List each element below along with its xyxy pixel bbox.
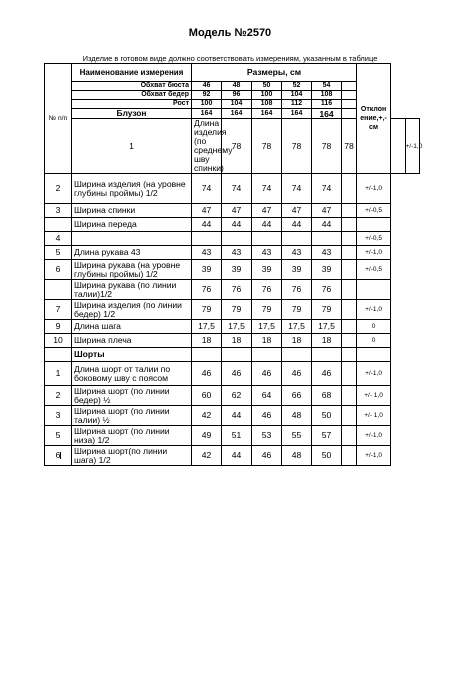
measurement-name: Ширина спинки xyxy=(72,204,192,218)
table-row xyxy=(45,232,420,246)
size-value: 46 xyxy=(222,362,252,386)
measurement-name: Длина шорт от талии по боковому шву с поясом xyxy=(72,362,192,386)
size-value: 46 xyxy=(252,446,282,466)
header-size-value: 48 xyxy=(222,82,252,91)
size-value: 39 xyxy=(282,260,312,280)
header-size-value: 164 xyxy=(282,109,312,119)
size-value: 68 xyxy=(312,386,342,406)
empty-cell xyxy=(357,348,391,362)
size-value: 79 xyxy=(312,300,342,320)
header-size-value: 116 xyxy=(312,100,342,109)
size-value: 42 xyxy=(192,406,222,426)
header-size-value: 100 xyxy=(252,91,282,100)
size-value: 17,5 xyxy=(252,320,282,334)
size-value: 76 xyxy=(192,280,222,300)
empty-cell xyxy=(342,386,357,406)
header-size-value: 104 xyxy=(282,91,312,100)
measurement-name: Ширина изделия (по линии бедер) 1/2 xyxy=(72,300,192,320)
header-size-value: 92 xyxy=(192,91,222,100)
measurement-name: Ширина шорт(по линии шага) 1/2 xyxy=(72,446,192,466)
measurement-name: Ширина рукава (на уровне глубины проймы) 1/2 xyxy=(72,260,192,280)
section-row-shorts xyxy=(45,348,420,362)
measurement-name: Ширина плеча xyxy=(72,334,192,348)
header-size-value: 164 xyxy=(312,109,342,119)
size-value: 39 xyxy=(312,260,342,280)
table-row xyxy=(45,334,420,348)
size-value: 50 xyxy=(312,446,342,466)
row-number: 10 xyxy=(45,334,72,348)
size-value: 18 xyxy=(222,334,252,348)
table-row xyxy=(45,204,420,218)
measurement-name: Ширина шорт (по линии низа) 1/2 xyxy=(72,426,192,446)
empty-cell xyxy=(342,426,357,446)
table-row xyxy=(45,406,420,426)
size-value: 51 xyxy=(222,426,252,446)
deviation-value: 0 xyxy=(357,320,391,334)
size-value: 47 xyxy=(282,204,312,218)
size-value: 74 xyxy=(192,174,222,204)
size-value: 18 xyxy=(282,334,312,348)
empty-cell xyxy=(342,280,357,300)
size-value: 74 xyxy=(282,174,312,204)
measurement-name: Длина изделия (по среднему шву спинки) xyxy=(192,119,222,174)
header-size-value: 164 xyxy=(192,109,222,119)
size-value: 17,5 xyxy=(312,320,342,334)
empty-cell xyxy=(342,320,357,334)
column-header-no: № п/п xyxy=(45,64,72,174)
row-number xyxy=(45,218,72,232)
size-value: 39 xyxy=(222,260,252,280)
deviation-value: +/-1,0 xyxy=(357,446,391,466)
section-label-blouse: Блузон xyxy=(72,109,192,119)
empty-cell xyxy=(342,334,357,348)
header-size-value: 104 xyxy=(222,100,252,109)
header-size-value: 46 xyxy=(192,82,222,91)
empty-cell xyxy=(391,119,405,174)
empty-cell xyxy=(312,348,342,362)
empty-cell xyxy=(342,174,357,204)
size-value: 44 xyxy=(222,218,252,232)
empty-cell xyxy=(342,406,357,426)
empty-cell xyxy=(342,362,357,386)
row-number: 1 xyxy=(45,362,72,386)
size-value: 66 xyxy=(282,386,312,406)
table-row xyxy=(45,218,420,232)
deviation-value: +/-1,0 xyxy=(405,119,419,174)
row-number: 3 xyxy=(45,204,72,218)
row-number xyxy=(45,280,72,300)
measurement-name: Ширина шорт (по линии бедер) ½ xyxy=(72,386,192,406)
size-value: 48 xyxy=(282,406,312,426)
size-value: 79 xyxy=(282,300,312,320)
empty-cell xyxy=(45,348,72,362)
size-value: 78 xyxy=(252,119,282,174)
size-value: 44 xyxy=(222,406,252,426)
size-value: 76 xyxy=(312,280,342,300)
row-number: 3 xyxy=(45,406,72,426)
empty-cell xyxy=(282,348,312,362)
table-tail-mark xyxy=(60,452,61,459)
empty-cell xyxy=(342,260,357,280)
deviation-value: +/-1,0 xyxy=(357,362,391,386)
size-value: 79 xyxy=(222,300,252,320)
row-number: 5 xyxy=(45,426,72,446)
size-value: 17,5 xyxy=(222,320,252,334)
size-value: 46 xyxy=(312,362,342,386)
header-row-label: Обхват бюста xyxy=(72,82,192,91)
size-value: 79 xyxy=(252,300,282,320)
size-value: 47 xyxy=(312,204,342,218)
measurement-name: Длина рукава 43 xyxy=(72,246,192,260)
table-row xyxy=(45,386,420,406)
size-value: 39 xyxy=(252,260,282,280)
empty-cell xyxy=(342,109,357,119)
size-value: 39 xyxy=(192,260,222,280)
empty-cell xyxy=(342,300,357,320)
row-number: 5 xyxy=(45,246,72,260)
header-size-value: 96 xyxy=(222,91,252,100)
table-row xyxy=(45,280,420,300)
size-value: 74 xyxy=(222,174,252,204)
table-body xyxy=(45,64,423,466)
size-value: 78 xyxy=(342,119,357,174)
deviation-value: +/-1,0 xyxy=(357,174,391,204)
size-value: 46 xyxy=(282,362,312,386)
column-header-name: Наименование измерения xyxy=(72,64,192,82)
row-number: 4 xyxy=(45,232,72,246)
header-size-value: 50 xyxy=(252,82,282,91)
size-value: 44 xyxy=(312,218,342,232)
size-value: 76 xyxy=(282,280,312,300)
size-value xyxy=(312,232,342,246)
size-value: 44 xyxy=(282,218,312,232)
table-row xyxy=(45,320,420,334)
size-value: 57 xyxy=(312,426,342,446)
size-value: 53 xyxy=(252,426,282,446)
size-value xyxy=(192,232,222,246)
table-row xyxy=(45,246,420,260)
empty-cell xyxy=(252,348,282,362)
page-title: Модель №2570 xyxy=(188,27,272,39)
header-row-label: Обхват бедер xyxy=(72,91,192,100)
deviation-value xyxy=(357,280,391,300)
table-row xyxy=(45,260,420,280)
measurement-name xyxy=(72,232,192,246)
size-value: 74 xyxy=(312,174,342,204)
row-number: 1 xyxy=(72,119,192,174)
row-number: 7 xyxy=(45,300,72,320)
empty-cell xyxy=(222,348,252,362)
size-value: 78 xyxy=(222,119,252,174)
deviation-value: +/- 1,0 xyxy=(357,406,391,426)
row-number: 9 xyxy=(45,320,72,334)
deviation-value: +/-1,0 xyxy=(357,300,391,320)
size-value: 43 xyxy=(282,246,312,260)
row-number: 6 xyxy=(45,446,72,466)
size-value: 18 xyxy=(192,334,222,348)
header-size-value: 100 xyxy=(192,100,222,109)
size-value: 78 xyxy=(282,119,312,174)
size-value: 44 xyxy=(222,446,252,466)
row-number: 2 xyxy=(45,174,72,204)
size-value: 42 xyxy=(192,446,222,466)
header-size-value: 108 xyxy=(312,91,342,100)
empty-cell xyxy=(342,446,357,466)
size-value xyxy=(252,232,282,246)
measurement-name: Ширина изделия (на уровне глубины проймы) 1/2 xyxy=(72,174,192,204)
header-size-value: 108 xyxy=(252,100,282,109)
empty-cell xyxy=(342,218,357,232)
empty-cell xyxy=(342,82,357,91)
deviation-value: +/-0,5 xyxy=(357,232,391,246)
header-size-value: 112 xyxy=(282,100,312,109)
empty-cell xyxy=(342,232,357,246)
size-value: 18 xyxy=(312,334,342,348)
empty-cell xyxy=(342,91,357,100)
size-value: 47 xyxy=(222,204,252,218)
table-row xyxy=(45,300,420,320)
size-value: 74 xyxy=(252,174,282,204)
size-value: 62 xyxy=(222,386,252,406)
size-value: 46 xyxy=(192,362,222,386)
size-value: 43 xyxy=(192,246,222,260)
header-size-value: 54 xyxy=(312,82,342,91)
size-value xyxy=(282,232,312,246)
size-value: 76 xyxy=(222,280,252,300)
size-value: 76 xyxy=(252,280,282,300)
size-value: 79 xyxy=(192,300,222,320)
size-value: 47 xyxy=(252,204,282,218)
size-value: 18 xyxy=(252,334,282,348)
empty-cell xyxy=(342,204,357,218)
column-header-sizes: Размеры, см xyxy=(192,64,357,82)
header-row-label: Рост xyxy=(72,100,192,109)
column-header-deviation: Отклон ение,+,- см xyxy=(357,64,391,174)
measurement-name: Ширина шорт (по линии талии) ½ xyxy=(72,406,192,426)
size-value: 43 xyxy=(252,246,282,260)
row-number: 6 xyxy=(45,260,72,280)
header-size-value: 52 xyxy=(282,82,312,91)
measurement-name: Длина шага xyxy=(72,320,192,334)
deviation-value: +/- 1,0 xyxy=(357,386,391,406)
table-row xyxy=(45,362,420,386)
size-value: 43 xyxy=(222,246,252,260)
empty-cell xyxy=(342,348,357,362)
measurement-name: Ширина переда xyxy=(72,218,192,232)
size-value: 64 xyxy=(252,386,282,406)
empty-cell xyxy=(192,348,222,362)
table-row xyxy=(45,446,420,466)
deviation-value xyxy=(357,218,391,232)
empty-cell xyxy=(342,246,357,260)
size-value: 50 xyxy=(312,406,342,426)
size-value: 55 xyxy=(282,426,312,446)
size-value: 46 xyxy=(252,406,282,426)
deviation-value: +/-1,0 xyxy=(357,246,391,260)
size-value: 17,5 xyxy=(192,320,222,334)
size-value: 60 xyxy=(192,386,222,406)
row-number: 2 xyxy=(45,386,72,406)
size-value: 17,5 xyxy=(282,320,312,334)
deviation-value: +/-1,0 xyxy=(357,426,391,446)
size-value: 47 xyxy=(192,204,222,218)
size-value xyxy=(222,232,252,246)
table-row xyxy=(45,426,420,446)
size-value: 43 xyxy=(312,246,342,260)
measurement-name: Ширина рукава (по линии талии)1/2 xyxy=(72,280,192,300)
page-subtitle: Изделие в готовом виде должно соответствовать измерениям, указанным в таблице xyxy=(82,54,378,63)
deviation-value: +/-0,5 xyxy=(357,260,391,280)
size-value: 46 xyxy=(252,362,282,386)
size-value: 44 xyxy=(192,218,222,232)
size-value: 78 xyxy=(312,119,342,174)
empty-cell xyxy=(342,100,357,109)
table-row xyxy=(45,174,420,204)
measurements-table xyxy=(44,63,423,466)
section-label-shorts: Шорты xyxy=(72,348,192,362)
deviation-value: +/-0,5 xyxy=(357,204,391,218)
deviation-value: 0 xyxy=(357,334,391,348)
header-size-value: 164 xyxy=(222,109,252,119)
size-value: 49 xyxy=(192,426,222,446)
size-value: 48 xyxy=(282,446,312,466)
header-size-value: 164 xyxy=(252,109,282,119)
size-value: 44 xyxy=(252,218,282,232)
